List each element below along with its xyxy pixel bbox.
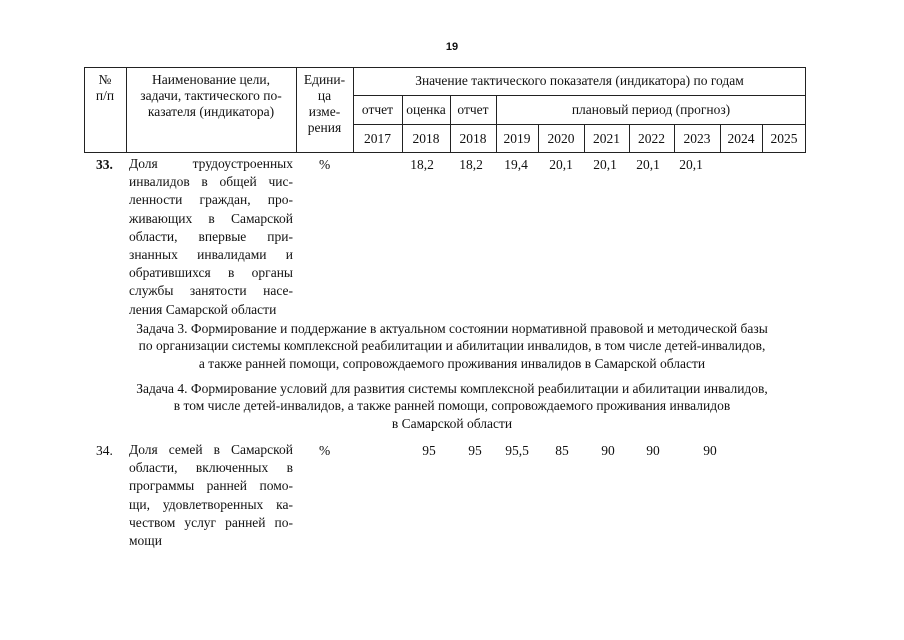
row-name-line: чеством услуг ранней по- (129, 514, 293, 530)
row-value: 90 (601, 443, 615, 458)
row-name-line: живающих в Самарской (129, 210, 293, 226)
row-value: 20,1 (636, 157, 660, 172)
row-name-line: щи, удовлетворенных ка- (129, 496, 293, 512)
header-col-unit-line: рения (307, 120, 342, 135)
header-col-num (84, 72, 126, 104)
task-3-heading (0, 320, 904, 372)
row-name-line: обратившихся в органы (129, 265, 293, 281)
row-value: 18,2 (410, 157, 434, 172)
row-value: 18,2 (459, 157, 483, 172)
header-col-unit-line: Едини- (303, 72, 346, 87)
row-name-line: области, включенных в (129, 460, 293, 476)
header-year: 2018 (412, 131, 440, 146)
header-col-unit-line: ца (317, 88, 332, 103)
page-number: 19 (445, 41, 459, 53)
header-year: 2020 (547, 131, 575, 146)
header-col-name-line: Наименование цели, (151, 72, 271, 87)
row-name-line: области, впервые при- (129, 228, 293, 244)
row-value: 20,1 (549, 157, 573, 172)
header-values-title: Значение тактического показателя (индикатора) по годам (415, 73, 744, 88)
task-4-line: в том числе детей-инвалидов, а также ранней помощи, сопровождаемого проживания инвалидов (173, 398, 731, 414)
header-year: 2025 (770, 131, 798, 146)
row-value: 85 (555, 443, 569, 458)
row-name-line: Доля трудоустроенных (129, 156, 293, 171)
row-value: 90 (646, 443, 660, 458)
row-value: 20,1 (679, 157, 703, 172)
row-value: 95 (468, 443, 482, 458)
header-col-name (126, 72, 296, 120)
row-name-line: службы занятости насе- (129, 283, 293, 299)
header-sub-report: отчет (361, 102, 394, 117)
row-unit: % (319, 443, 331, 458)
row-value: 90 (703, 443, 717, 458)
header-year: 2019 (503, 131, 531, 146)
row-name-line: инвалидов в общей чис- (129, 174, 293, 190)
header-year: 2023 (683, 131, 711, 146)
row-value: 95 (422, 443, 436, 458)
row-name-line: мощи (129, 533, 162, 549)
row-value: 95,5 (505, 443, 529, 458)
row-name-line: ления Самарской области (129, 301, 277, 317)
header-col-unit (296, 72, 353, 136)
row-number: 33. (96, 157, 113, 172)
header-year: 2022 (638, 131, 665, 146)
header-year: 2018 (459, 131, 487, 146)
task-3-line: а также ранней помощи, сопровождаемого проживания инвалидов в Самарской области (198, 355, 706, 371)
header-sub-estimate: оценка (406, 102, 446, 117)
row-number: 34. (96, 443, 113, 458)
row-name-line: Доля семей в Самарской (129, 442, 293, 457)
row-name-line: программы ранней помо- (129, 478, 293, 494)
row-name-line: ленности граждан, про- (129, 192, 293, 208)
task-3-line: Задача 3. Формирование и поддержание в актуальном состоянии нормативной правовой и методической базы (136, 321, 768, 336)
header-col-name-line: казателя (индикатора) (147, 104, 275, 119)
header-year: 2024 (727, 131, 755, 146)
task-3-line: по организации системы комплексной реабилитации и абилитации инвалидов, в том числе детей-инвалидов, (138, 338, 766, 354)
header-col-num-line: п/п (95, 88, 115, 103)
header-col-num-line: № (98, 72, 112, 87)
header-col-name-line: задачи, тактического по- (140, 88, 282, 103)
row-unit: % (319, 157, 331, 172)
header-year: 2017 (364, 131, 391, 146)
row-name (129, 155, 293, 319)
header-sub-plan: плановый период (прогноз) (571, 102, 731, 117)
row-value: 20,1 (593, 157, 617, 172)
task-4-line: Задача 4. Формирование условий для развития системы комплексной реабилитации и абилитации инвалидов, (136, 381, 768, 396)
header-year: 2021 (593, 131, 620, 146)
header-col-unit-line: изме- (308, 104, 341, 119)
task-4-heading (0, 380, 904, 432)
row-value: 19,4 (504, 157, 528, 172)
row-name (129, 441, 293, 550)
task-4-line: в Самарской области (391, 415, 513, 431)
row-name-line: знанных инвалидами и (129, 247, 293, 263)
header-sub-report: отчет (457, 102, 489, 117)
table-header (84, 67, 806, 153)
